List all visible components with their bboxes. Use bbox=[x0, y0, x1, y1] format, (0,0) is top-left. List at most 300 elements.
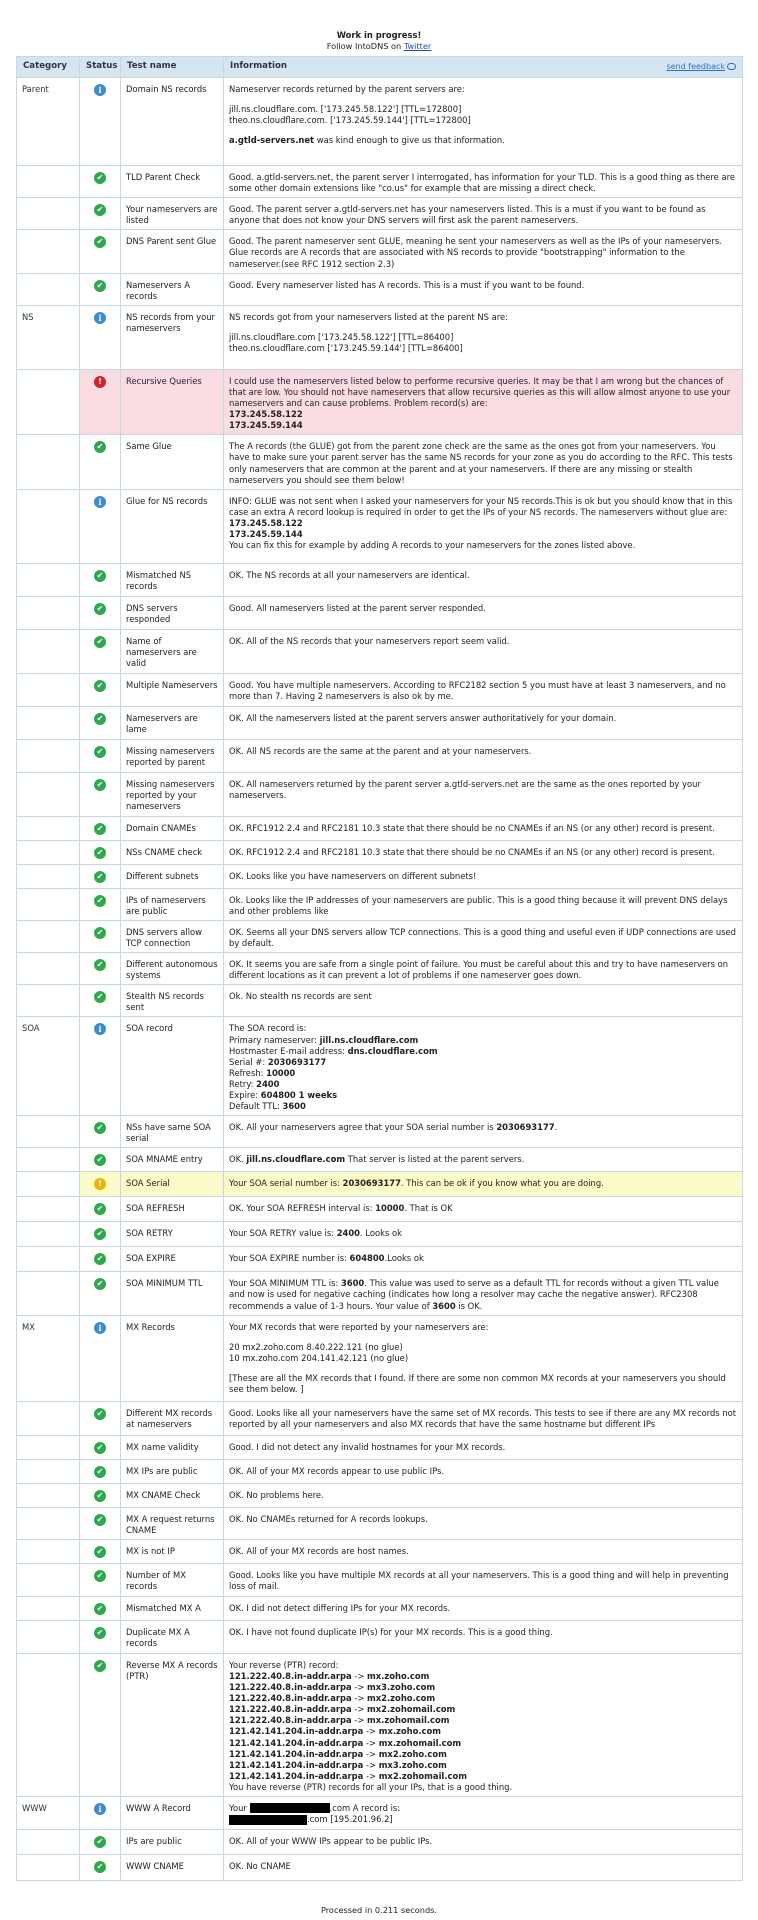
info-line bbox=[229, 496, 737, 518]
info-text: .com [195.201.96.2] bbox=[307, 1814, 393, 1825]
info-line bbox=[229, 343, 737, 354]
redacted-block bbox=[250, 1803, 330, 1813]
info-line bbox=[229, 1101, 737, 1112]
test-name-cell: Multiple Nameservers bbox=[121, 673, 224, 706]
test-name-cell: Different subnets bbox=[121, 864, 224, 888]
test-name-cell: Reverse MX A records (PTR) bbox=[121, 1653, 224, 1796]
table-row bbox=[17, 1272, 743, 1315]
information-cell bbox=[224, 1539, 743, 1563]
info-text: -> bbox=[363, 1759, 379, 1770]
info-text: Refresh: bbox=[229, 1067, 267, 1078]
info-text: OK. All nameservers returned by the parent server a.gtld-servers.net are the same as the ones reported by your nameservers. bbox=[229, 778, 701, 800]
table-row bbox=[17, 1222, 743, 1247]
test-name-cell: Number of MX records bbox=[121, 1563, 224, 1596]
info-text: Serial #: bbox=[229, 1056, 268, 1067]
check-icon: ✔ bbox=[94, 441, 106, 453]
info-line bbox=[229, 84, 737, 95]
info-bold-text: 121.42.141.204.in-addr.arpa bbox=[229, 1737, 364, 1748]
information-cell bbox=[224, 596, 743, 629]
test-name-cell: Your nameservers are listed bbox=[121, 198, 224, 230]
info-text: The SOA record is: bbox=[229, 1023, 307, 1034]
test-name-cell: DNS servers allow TCP connection bbox=[121, 920, 224, 952]
info-line bbox=[229, 1682, 737, 1693]
table-row bbox=[17, 864, 743, 888]
info-text: Default TTL: bbox=[229, 1101, 283, 1112]
category-cell bbox=[17, 1247, 80, 1272]
table-row bbox=[17, 1197, 743, 1222]
info-bold-text: 10000 bbox=[266, 1067, 296, 1078]
test-name-cell: MX IPs are public bbox=[121, 1459, 224, 1483]
category-cell: WWW bbox=[17, 1796, 80, 1829]
info-bold-text: 121.222.40.8.in-addr.arpa bbox=[229, 1715, 352, 1726]
information-cell bbox=[224, 1829, 743, 1854]
category-cell bbox=[17, 673, 80, 706]
status-cell bbox=[80, 1653, 121, 1796]
info-text: OK. RFC1912 2.4 and RFC2181 10.3 state that there should be no CNAMEs if an NS (or any other) record is present. bbox=[229, 822, 715, 833]
check-icon: ✔ bbox=[94, 1228, 106, 1240]
test-name-cell: SOA record bbox=[121, 1017, 224, 1116]
information-cell bbox=[224, 864, 743, 888]
info-bold-text: mx3.zoho.com bbox=[378, 1759, 447, 1770]
information-cell bbox=[224, 673, 743, 706]
status-cell bbox=[80, 1829, 121, 1854]
info-line bbox=[229, 1514, 737, 1525]
info-text: Nameserver records returned by the parent servers are: bbox=[229, 84, 465, 94]
info-line bbox=[229, 895, 737, 917]
info-text: The A records (the GLUE) got from the parent zone check are the same as the ones got from your nameservers. You have to make sure your parent server has the same NS records for your zone as you do according to the RFC. This tests only nameservers that are common at the parent and at your nameservers. If there are any missing or stealth nameservers you should see them below! bbox=[229, 441, 733, 485]
info-line bbox=[229, 1342, 737, 1353]
info-text: -> bbox=[351, 1682, 368, 1693]
check-icon: ✔ bbox=[94, 1154, 106, 1166]
table-row bbox=[17, 1315, 743, 1401]
info-line bbox=[229, 1253, 737, 1264]
info-icon: i bbox=[94, 496, 106, 508]
info-text: -> bbox=[363, 1737, 379, 1748]
information-cell bbox=[224, 166, 743, 198]
table-row bbox=[17, 1116, 743, 1148]
check-icon: ✔ bbox=[94, 847, 106, 859]
information-cell bbox=[224, 1116, 743, 1148]
info-line bbox=[229, 1546, 737, 1557]
info-line bbox=[229, 1046, 737, 1057]
info-bold-text: 2030693177 bbox=[342, 1178, 401, 1189]
info-line bbox=[229, 1322, 737, 1333]
table-header-row bbox=[17, 57, 743, 78]
info-line bbox=[229, 236, 737, 269]
table-row bbox=[17, 1459, 743, 1483]
status-cell bbox=[80, 369, 121, 434]
info-text: NS records got from your nameservers listed at the parent NS are: bbox=[229, 311, 508, 322]
status-cell bbox=[80, 1017, 121, 1116]
info-bold-text: 121.42.141.204.in-addr.arpa bbox=[229, 1726, 364, 1737]
info-text: Hostmaster E-mail address: bbox=[229, 1045, 348, 1056]
information-cell bbox=[224, 1172, 743, 1197]
category-cell bbox=[17, 816, 80, 840]
info-line bbox=[229, 441, 737, 485]
category-cell bbox=[17, 1435, 80, 1459]
category-cell bbox=[17, 1172, 80, 1197]
test-name-cell: TLD Parent Check bbox=[121, 166, 224, 198]
info-text: OK. RFC1912 2.4 and RFC2181 10.3 state that there should be no CNAMEs if an NS (or any other) record is present. bbox=[229, 846, 715, 857]
info-bold-text: 121.42.141.204.in-addr.arpa bbox=[229, 1759, 364, 1770]
info-line bbox=[229, 529, 737, 540]
information-cell bbox=[224, 1222, 743, 1247]
check-icon: ✔ bbox=[94, 680, 106, 692]
information-cell bbox=[224, 305, 743, 369]
category-cell bbox=[17, 273, 80, 305]
status-cell bbox=[80, 1596, 121, 1620]
check-icon: ✔ bbox=[94, 280, 106, 292]
info-text: OK. All of your WWW IPs appear to be public IPs. bbox=[229, 1835, 433, 1846]
table-row bbox=[17, 985, 743, 1017]
category-cell bbox=[17, 198, 80, 230]
information-cell bbox=[224, 1483, 743, 1507]
info-line bbox=[229, 1122, 737, 1133]
check-icon: ✔ bbox=[94, 172, 106, 184]
info-line bbox=[229, 603, 737, 614]
info-line bbox=[229, 1693, 737, 1704]
info-line bbox=[229, 420, 737, 431]
check-icon: ✔ bbox=[94, 1627, 106, 1639]
information-cell bbox=[224, 1620, 743, 1653]
banner-follow bbox=[0, 41, 758, 52]
table-body bbox=[17, 78, 743, 1881]
info-bold-text: 121.222.40.8.in-addr.arpa bbox=[229, 1670, 352, 1681]
info-text: Your MX records that were reported by your nameservers are: bbox=[229, 1321, 489, 1332]
category-cell bbox=[17, 985, 80, 1017]
test-name-cell: Different MX records at nameservers bbox=[121, 1401, 224, 1435]
status-cell bbox=[80, 772, 121, 816]
information-cell bbox=[224, 1435, 743, 1459]
status-cell bbox=[80, 953, 121, 985]
table-row bbox=[17, 1247, 743, 1272]
test-name-cell: MX A request returns CNAME bbox=[121, 1507, 224, 1539]
status-cell bbox=[80, 1435, 121, 1459]
info-line bbox=[229, 172, 737, 194]
speech-bubble-icon bbox=[727, 63, 736, 70]
info-bold-text: 173.245.59.144 bbox=[229, 420, 303, 431]
information-cell bbox=[224, 369, 743, 434]
information-cell bbox=[224, 1459, 743, 1483]
info-text: -> bbox=[351, 1715, 368, 1726]
check-icon: ✔ bbox=[94, 1490, 106, 1502]
information-cell bbox=[224, 1796, 743, 1829]
status-cell bbox=[80, 1172, 121, 1197]
info-text: .com A record is: bbox=[329, 1802, 401, 1813]
table-row bbox=[17, 1854, 743, 1880]
category-cell bbox=[17, 840, 80, 864]
info-text: OK. Looks like you have nameservers on different subnets! bbox=[229, 870, 477, 881]
info-line bbox=[229, 1203, 737, 1214]
information-cell bbox=[224, 739, 743, 772]
info-line bbox=[229, 1079, 737, 1090]
info-line bbox=[229, 1228, 737, 1239]
status-cell bbox=[80, 1148, 121, 1172]
status-cell bbox=[80, 596, 121, 629]
info-line bbox=[229, 1068, 737, 1079]
information-cell bbox=[224, 706, 743, 739]
test-name-cell: WWW A Record bbox=[121, 1796, 224, 1829]
test-name-cell: Nameservers are lame bbox=[121, 706, 224, 739]
info-text: Your SOA MINIMUM TTL is: bbox=[229, 1278, 341, 1289]
test-name-cell: SOA REFRESH bbox=[121, 1197, 224, 1222]
status-cell bbox=[80, 230, 121, 273]
test-name-cell: Nameservers A records bbox=[121, 273, 224, 305]
status-cell bbox=[80, 739, 121, 772]
table-row bbox=[17, 629, 743, 673]
info-text: OK. Your SOA REFRESH interval is: bbox=[229, 1203, 376, 1214]
category-cell bbox=[17, 230, 80, 273]
info-line bbox=[229, 746, 737, 757]
test-name-cell: IPs of nameservers are public bbox=[121, 888, 224, 920]
test-name-cell: Stealth NS records sent bbox=[121, 985, 224, 1017]
test-name-cell: SOA MNAME entry bbox=[121, 1148, 224, 1172]
check-icon: ✔ bbox=[94, 991, 106, 1003]
check-icon: ✔ bbox=[94, 1603, 106, 1615]
table-row bbox=[17, 739, 743, 772]
status-cell bbox=[80, 1272, 121, 1315]
table-row bbox=[17, 706, 743, 739]
status-cell bbox=[80, 706, 121, 739]
information-cell bbox=[224, 953, 743, 985]
table-row bbox=[17, 198, 743, 230]
status-cell bbox=[80, 1247, 121, 1272]
info-bold-text: mx3.zoho.com bbox=[367, 1682, 436, 1693]
status-cell bbox=[80, 840, 121, 864]
info-bold-text: jill.ns.cloudflare.com bbox=[246, 1154, 346, 1165]
error-icon: ! bbox=[94, 376, 106, 388]
status-cell bbox=[80, 1507, 121, 1539]
check-icon: ✔ bbox=[94, 927, 106, 939]
info-text: INFO: GLUE was not sent when I asked your nameservers for your NS records.This is ok but you should know that in this case an extra A record lookup is required in order to get the IPs of your NS records. The nameservers without glue are: bbox=[229, 495, 733, 517]
category-cell bbox=[17, 772, 80, 816]
information-cell bbox=[224, 1507, 743, 1539]
info-line bbox=[229, 991, 737, 1002]
test-name-cell: NSs CNAME check bbox=[121, 840, 224, 864]
info-icon: i bbox=[94, 1803, 106, 1815]
category-cell bbox=[17, 1401, 80, 1435]
test-name-cell: Name of nameservers are valid bbox=[121, 629, 224, 673]
status-cell bbox=[80, 1620, 121, 1653]
spacer bbox=[229, 95, 737, 104]
info-text: was kind enough to give us that information. bbox=[314, 135, 505, 146]
table-row bbox=[17, 1507, 743, 1539]
test-name-cell: Different autonomous systems bbox=[121, 953, 224, 985]
info-line bbox=[229, 1090, 737, 1101]
information-cell bbox=[224, 1197, 743, 1222]
table-row bbox=[17, 435, 743, 489]
test-name-cell: WWW CNAME bbox=[121, 1854, 224, 1880]
info-bold-text: 173.245.58.122 bbox=[229, 517, 303, 528]
check-icon: ✔ bbox=[94, 895, 106, 907]
info-bold-text: 173.245.59.144 bbox=[229, 528, 303, 539]
info-line bbox=[229, 1726, 737, 1737]
category-cell bbox=[17, 953, 80, 985]
info-text: Good. Looks like all your nameservers have the same set of MX records. This tests to see if there are any MX records not reported by all your nameservers and also MX records that have the same hostname but different IPs bbox=[229, 1407, 737, 1429]
info-icon: i bbox=[94, 1322, 106, 1334]
check-icon: ✔ bbox=[94, 603, 106, 615]
table-row bbox=[17, 489, 743, 563]
category-cell: NS bbox=[17, 305, 80, 369]
check-icon: ✔ bbox=[94, 746, 106, 758]
send-feedback-link[interactable] bbox=[666, 62, 736, 73]
spacer bbox=[229, 1364, 737, 1373]
info-text: Ok. No stealth ns records are sent bbox=[229, 991, 372, 1002]
information-cell bbox=[224, 78, 743, 166]
info-text: -> bbox=[351, 1693, 368, 1704]
info-bold-text: 121.42.141.204.in-addr.arpa bbox=[229, 1770, 364, 1781]
information-cell bbox=[224, 273, 743, 305]
info-text: 20 mx2.zoho.com 8.40.222.121 (no glue) bbox=[229, 1341, 403, 1352]
info-line bbox=[229, 959, 737, 981]
status-cell bbox=[80, 305, 121, 369]
status-cell bbox=[80, 888, 121, 920]
info-text: Good. Looks like you have multiple MX records at all your nameservers. This is a good thing and will help in preventing loss of mail. bbox=[229, 1569, 729, 1591]
table-row bbox=[17, 1148, 743, 1172]
test-name-cell: MX is not IP bbox=[121, 1539, 224, 1563]
info-line bbox=[229, 1373, 737, 1395]
spacer bbox=[229, 323, 737, 332]
category-cell bbox=[17, 166, 80, 198]
info-bold-text: mx2.zoho.com bbox=[378, 1748, 447, 1759]
info-text: . This value was used to serve as a default TTL for records without a given TTL value and now is used for negative caching (indicates how long a resolver may cache the negative answer). RFC2308 recommends a value of 1-3 hours. Your value of bbox=[229, 1278, 719, 1311]
table-row bbox=[17, 1596, 743, 1620]
info-bold-text: mx2.zohomail.com bbox=[378, 1770, 467, 1781]
check-icon: ✔ bbox=[94, 959, 106, 971]
status-cell bbox=[80, 563, 121, 596]
info-bold-text: mx2.zoho.com bbox=[367, 1693, 436, 1704]
info-text: You can fix this for example by adding A records to your nameservers for the zones listed above. bbox=[229, 540, 636, 551]
info-line bbox=[229, 1490, 737, 1501]
status-cell bbox=[80, 816, 121, 840]
info-text: OK. All of your MX records appear to use public IPs. bbox=[229, 1465, 445, 1476]
info-line bbox=[229, 847, 737, 858]
category-cell bbox=[17, 1148, 80, 1172]
test-name-cell: MX CNAME Check bbox=[121, 1483, 224, 1507]
check-icon: ✔ bbox=[94, 1122, 106, 1134]
info-bold-text: 2400 bbox=[256, 1078, 280, 1089]
test-name-cell: Mismatched MX A bbox=[121, 1596, 224, 1620]
test-name-cell: SOA RETRY bbox=[121, 1222, 224, 1247]
footer: Processed in 0.211 seconds. bbox=[320, 1905, 438, 1915]
check-icon: ✔ bbox=[94, 1253, 106, 1265]
status-cell bbox=[80, 1116, 121, 1148]
category-cell bbox=[17, 1459, 80, 1483]
info-text: OK. I have not found duplicate IP(s) for your MX records. This is a good thing. bbox=[229, 1626, 553, 1637]
info-line bbox=[229, 1836, 737, 1847]
test-name-cell: IPs are public bbox=[121, 1829, 224, 1854]
category-cell bbox=[17, 1272, 80, 1315]
info-line bbox=[229, 1035, 737, 1046]
info-line bbox=[229, 570, 737, 581]
status-cell bbox=[80, 273, 121, 305]
test-name-cell: MX name validity bbox=[121, 1435, 224, 1459]
spacer bbox=[229, 1333, 737, 1342]
information-cell bbox=[224, 563, 743, 596]
info-line bbox=[229, 1861, 737, 1872]
info-line bbox=[229, 1760, 737, 1771]
status-cell bbox=[80, 985, 121, 1017]
spacer bbox=[229, 126, 737, 135]
info-text: -> bbox=[363, 1770, 379, 1781]
info-text: Expire: bbox=[229, 1090, 261, 1100]
status-cell bbox=[80, 673, 121, 706]
info-line bbox=[229, 1353, 737, 1364]
info-line bbox=[229, 115, 737, 126]
status-cell bbox=[80, 1315, 121, 1401]
info-line bbox=[229, 1408, 737, 1430]
info-text: Ok. Looks like the IP addresses of your nameservers are public. This is a good thing because it will prevent DNS delays and other problems like bbox=[229, 894, 728, 916]
table-row bbox=[17, 673, 743, 706]
info-text: Good. All nameservers listed at the parent server responded. bbox=[229, 602, 486, 613]
status-cell bbox=[80, 489, 121, 563]
category-cell: MX bbox=[17, 1315, 80, 1401]
information-cell bbox=[224, 840, 743, 864]
test-name-cell: Missing nameservers reported by parent bbox=[121, 739, 224, 772]
status-cell bbox=[80, 78, 121, 166]
info-text: OK. No CNAMEs returned for A records lookups. bbox=[229, 1513, 428, 1524]
table-row bbox=[17, 369, 743, 434]
info-text: . This can be ok if you know what you are doing. bbox=[400, 1178, 604, 1189]
table-row bbox=[17, 78, 743, 166]
header-status: Status bbox=[80, 57, 121, 78]
report-table bbox=[16, 56, 743, 1881]
info-text: OK. I did not detect differing IPs for your MX records. bbox=[229, 1602, 451, 1613]
send-feedback-label: send feedback bbox=[666, 62, 725, 71]
info-text: Good. The parent nameserver sent GLUE, meaning he sent your nameservers as well as the IPs of your nameservers. Glue records are A records that are associated with NS records to provide "bootstrapping" information to the nameserver.(see RFC 1912 section 2.3) bbox=[229, 236, 722, 269]
info-bold-text: dns.cloudflare.com bbox=[347, 1045, 438, 1056]
info-text: . Looks ok bbox=[360, 1228, 402, 1239]
test-name-cell: SOA EXPIRE bbox=[121, 1247, 224, 1272]
test-name-cell: DNS Parent sent Glue bbox=[121, 230, 224, 273]
info-icon: i bbox=[94, 312, 106, 324]
info-line bbox=[229, 1671, 737, 1682]
info-text: OK. No CNAME bbox=[229, 1860, 291, 1871]
status-cell bbox=[80, 1197, 121, 1222]
redacted-block bbox=[229, 1815, 307, 1825]
info-text: OK. All your nameservers agree that your SOA serial number is bbox=[229, 1122, 497, 1133]
check-icon: ✔ bbox=[94, 1408, 106, 1420]
status-cell bbox=[80, 1854, 121, 1880]
test-name-cell: Missing nameservers reported by your nameservers bbox=[121, 772, 224, 816]
test-name-cell: Same Glue bbox=[121, 435, 224, 489]
info-line bbox=[229, 1627, 737, 1638]
information-cell bbox=[224, 1563, 743, 1596]
info-bold-text: 3600 bbox=[282, 1101, 306, 1112]
check-icon: ✔ bbox=[94, 1546, 106, 1558]
info-line bbox=[229, 1803, 737, 1814]
info-icon: i bbox=[94, 1023, 106, 1035]
info-text: Retry: bbox=[229, 1078, 257, 1089]
information-cell bbox=[224, 1247, 743, 1272]
info-text: theo.ns.cloudflare.com ['173.245.59.144'] [TTL=86400] bbox=[229, 343, 463, 354]
header-information-label: Information bbox=[230, 61, 288, 72]
info-text: Your reverse (PTR) record: bbox=[229, 1659, 339, 1670]
info-text: -> bbox=[363, 1748, 379, 1759]
category-cell bbox=[17, 1222, 80, 1247]
info-bold-text: mx.zoho.com bbox=[367, 1670, 430, 1681]
status-cell bbox=[80, 1401, 121, 1435]
info-bold-text: jill.ns.cloudflare.com bbox=[319, 1034, 419, 1045]
status-cell bbox=[80, 1539, 121, 1563]
table-row bbox=[17, 1620, 743, 1653]
info-text: -> bbox=[351, 1670, 368, 1681]
twitter-link[interactable]: Twitter bbox=[403, 41, 432, 52]
info-line bbox=[229, 1603, 737, 1614]
category-cell bbox=[17, 1653, 80, 1796]
info-line bbox=[229, 779, 737, 801]
check-icon: ✔ bbox=[94, 713, 106, 725]
